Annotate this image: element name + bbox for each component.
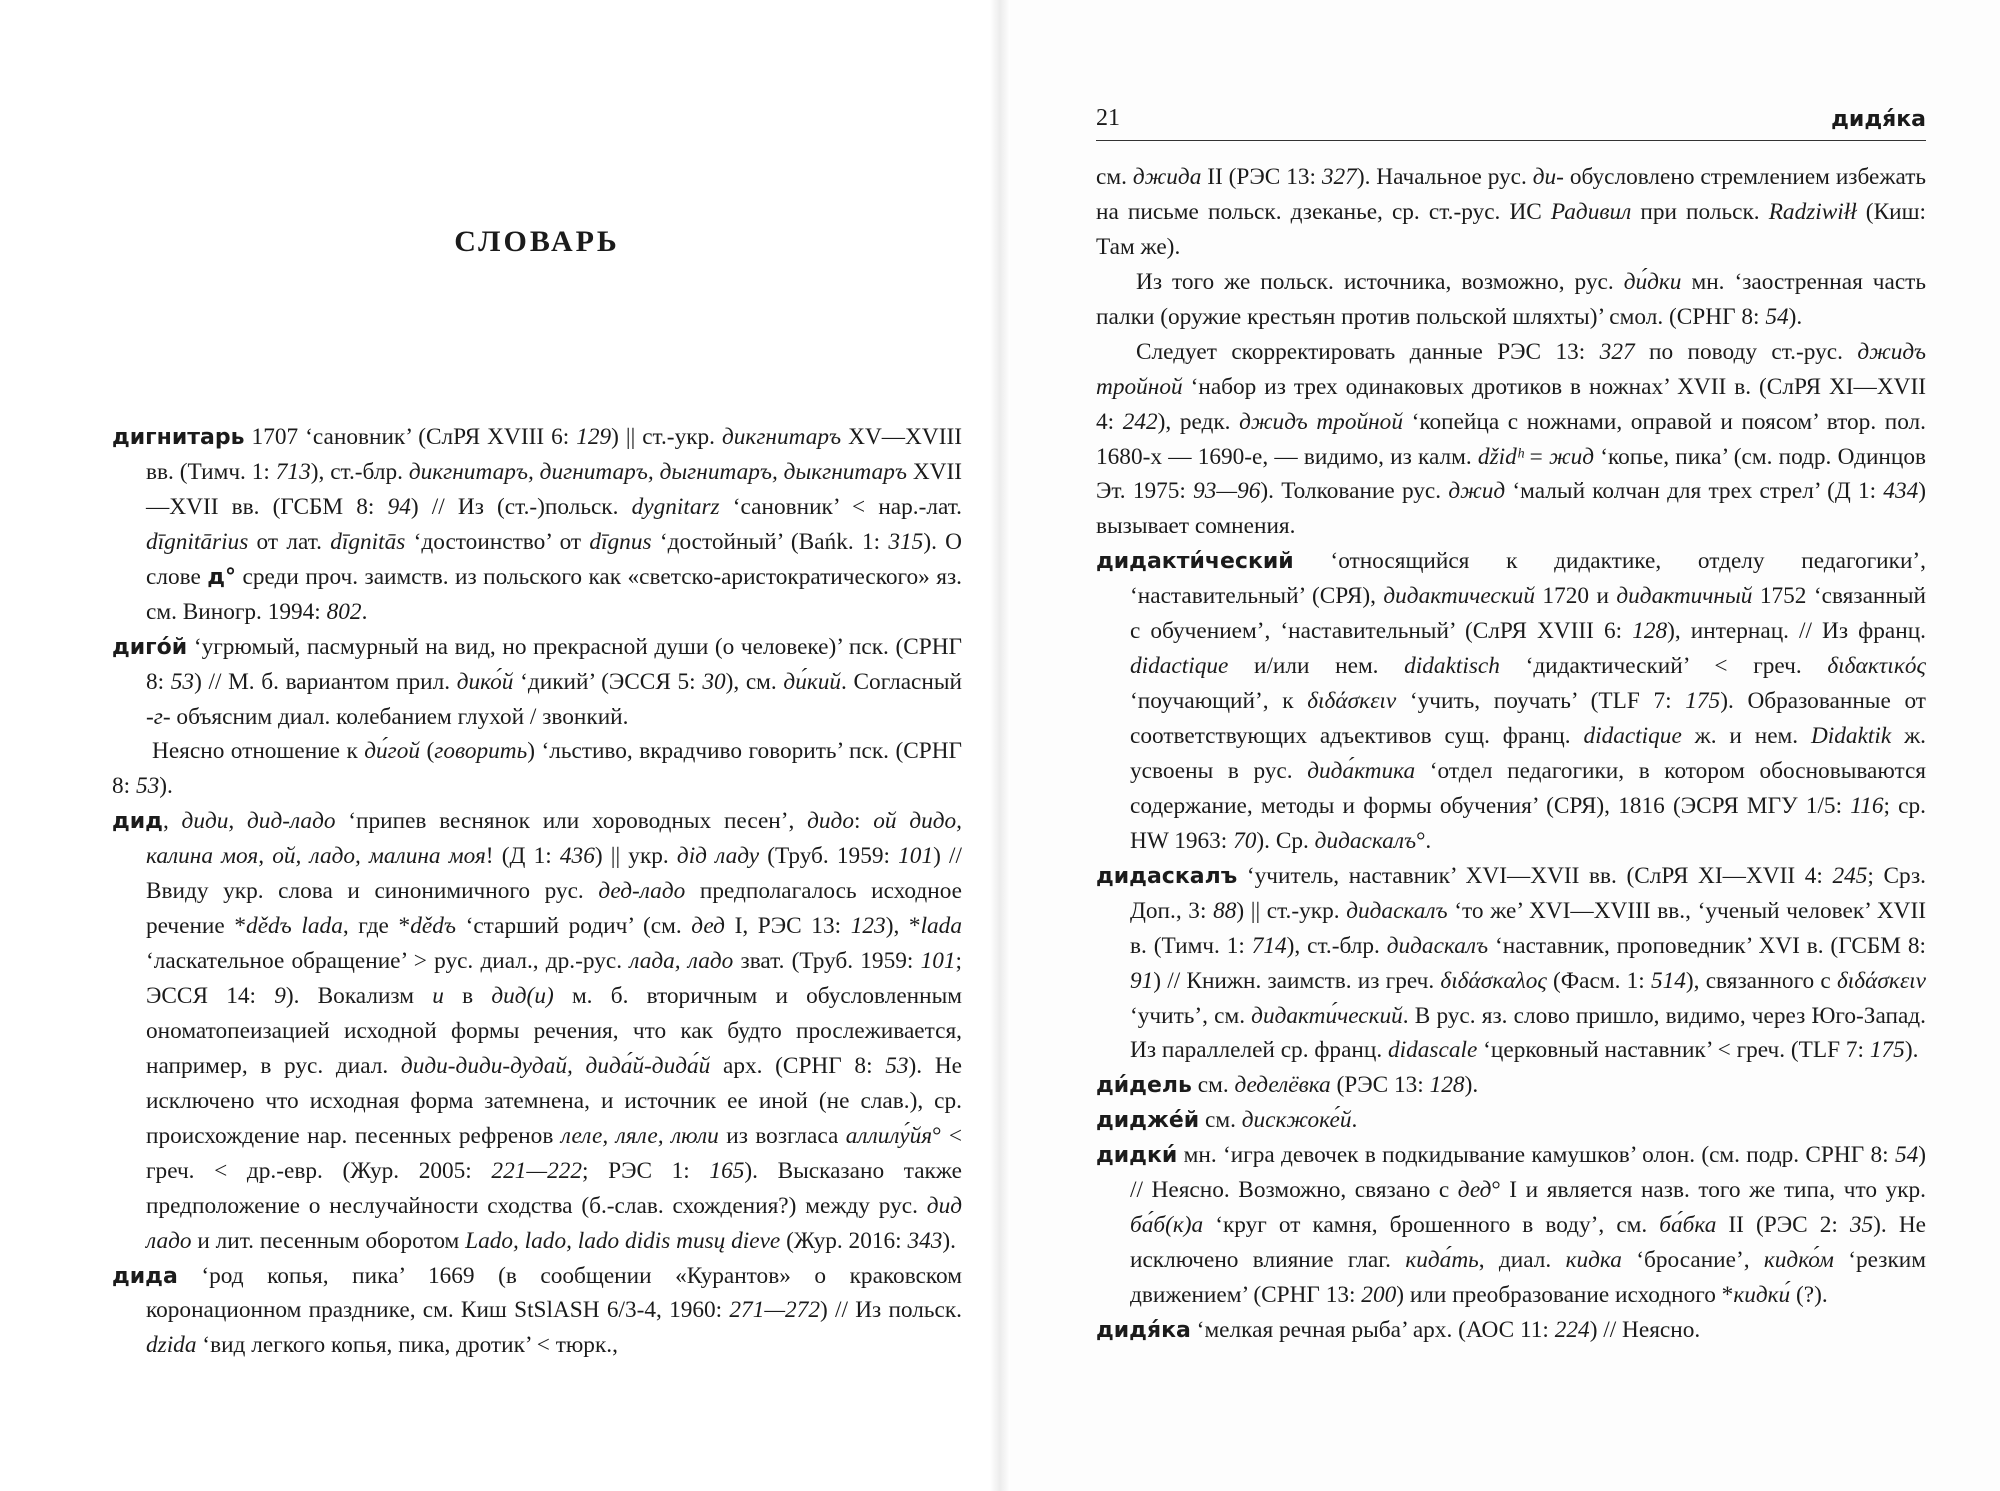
dictionary-entry: дида ‘род копья, пика’ 1669 (в сообщении «Курантов» о краковском коронационном празднике, см. Киш StSlASH 6/3-4, 1960: 271—272) // Из польск. dzida ‘вид легкого копья, пика, дротик’ < тюрк., [112, 1262, 963, 1359]
headword: дигнитарь [112, 425, 245, 450]
book-gutter [990, 0, 1010, 1491]
headword: дидаскалъ [1096, 863, 1238, 889]
headword: диго́й [112, 634, 188, 660]
headword: ди́дель [1096, 1073, 1192, 1099]
dictionary-entry: Из того же польск. источника, возможно, рус. ди́дки мн. ‘заостренная часть палки (оружие крестьян против польской шляхты)’ смол. (СРНГ 8: 54). [1096, 268, 1926, 330]
headword: дидки́ [1096, 1143, 1178, 1169]
dictionary-entry: Следует скорректировать данные РЭС 13: 327 по поводу ст.-рус. джидъ тройной ‘набор из трех одинаковых дротиков в ножнах’ XVII в. (СлРЯ XI—XVII 4: 242), редк. джидъ тройной ‘копейца с ножнами, оправой и поясом’ втор. пол. 1680-х — 1690-е, — видимо, из калм. džidʰ = жид ‘копье, пика’ (см. подр. Одинцов Эт. 1975: 93—96). Толкование рус. джид ‘малый колчан для трех стрел’ (Д 1: 434) вызывает сомнения. [1096, 338, 1927, 540]
dictionary-entry: Неясно отношение к ди́гой (говорить) ‘льстиво, вкрадчиво говорить’ пск. (СРНГ 8: 53). [112, 738, 962, 800]
dictionary-entry: дид, диди, дид-ладо ‘припев веснянок или хороводных песен’, дидо: ой дидо, калина моя, ой, ладо, малина моя! (Д 1: 436) || укр. дід ладу (Труб. 1959: 101) // Ввиду укр. слова и синонимичного рус. дед-ладо предполагалось исходное речение *dědъ lada, где *dědъ ‘старший родич’ (см. дед I, РЭС 13: 123), *lada ‘ласкательное обращение’ > рус. диал., др.-рус. лада, ладо зват. (Труб. 1959: 101; ЭССЯ 14: 9). Вокализм и в дид(и) м. б. вторичным и обусловленным ономатопеизацией исходной формы речения, что как будто прослеживается, например, в рус. диал. диди-диди-дудай, дида́й-дида́й арх. (СРНГ 8: 53). Не исключено что исходная форма затемнена, и источник ее иной (не слав.), ср. происхождение нар. песенных рефренов леле, ляле, люли из возгласа аллилу́йя° < греч. < др.-евр. (Жур. 2005: 221—222; РЭС 1: 165). Высказано также предположение о неслучайности сходства (б.-слав. схождения?) между рус. дид ладо и лит. песенным оборотом Lado, lado, lado didis musų dieve (Жур. 2016: 343). [112, 808, 963, 1254]
dictionary-entry: дидки́ мн. ‘игра девочек в подкидывание камушков’ олон. (см. подр. СРНГ 8: 54) // Неясно. Возможно, связано с дед° I и является назв. того же типа, что укр. ба́б(к)а ‘круг от камня, брошенного в воду’, см. ба́бка II (РЭС 2: 35). Не исключено влияние глаг. кида́ть, диал. кидка ‘бросание’, кидко́м ‘резким движением’ (СРНГ 13: 200) или преобразование исходного *кидки́ (?). [1096, 1142, 1927, 1308]
dictionary-entry: диго́й ‘угрюмый, пасмурный на вид, но прекрасной души (о человеке)’ пск. (СРНГ 8: 53) // М. б. вариантом прил. дико́й ‘дикий’ (ЭССЯ 5: 30), см. ди́кий. Согласный -г- объясним диал. колебанием глухой / звонкий. [112, 633, 962, 730]
dictionary-entry: дидже́й см. дискжоке́й. [1096, 1107, 1358, 1134]
dictionary-entry: дидя́ка ‘мелкая речная рыба’ арх. (АОС 11: 224) // Неясно. [1096, 1316, 1701, 1343]
page-number: 21 [1096, 105, 1120, 131]
left-text-column [112, 420, 962, 1363]
headword: дида [112, 1263, 178, 1289]
headword: д° [207, 564, 237, 590]
headword: дидже́й [1096, 1108, 1200, 1134]
headword: дидя́ка [1096, 1317, 1191, 1343]
dictionary-entry: дидакти́ческий ‘относящийся к дидактике, отделу педагогики’, ‘наставительный’ (СРЯ), дидактический 1720 и дидактичный 1752 ‘связанный с обучением’, ‘наставительный’ (СлРЯ XVIII 6: 128), интернац. // Из франц. didactique и/или нем. didaktisch ‘дидактический’ < греч. διδακτικός ‘поучающий’, к διδάσκειν ‘учить, поучать’ (TLF 7: 175). Образованные от соответствующих адъективов сущ. франц. didactique ж. и нем. Didaktik ж. усвоены в рус. дида́ктика ‘отдел педагогики, в котором обосновываются содержание, методы и формы обучения’ (СРЯ), 1816 (ЭСРЯ МГУ 1/5: 116; ср. HW 1963: 70). Ср. дидаскалъ°. [1096, 548, 1927, 854]
headword: дид [112, 809, 163, 835]
right-text-column [1096, 160, 1926, 1348]
headword: дидакти́ческий [1096, 549, 1294, 575]
dictionary-entry: дидаскалъ ‘учитель, наставник’ XVI—XVII вв. (СлРЯ XI—XVII 4: 245; Срз. Доп., 3: 88) || ст.-укр. дидаскалъ ‘то же’ XVI—XVIII вв., ‘ученый человек’ XVII в. (Тимч. 1: 714), ст.-блр. дидаскалъ ‘наставник, проповедник’ XVI в. (ГСБМ 8: 91) // Книжн. заимств. из греч. διδάσκαλος (Фасм. 1: 514), связанного с διδάσκειν ‘учить’, см. дидакти́ческий. В рус. яз. слово пришло, видимо, через Юго-Запад. Из параллелей ср. франц. didascale ‘церковный наставник’ < греч. (TLF 7: 175). [1096, 862, 1926, 1064]
dictionary-entry: ди́дель см. деделёвка (РЭС 13: 128). [1096, 1072, 1479, 1099]
dictionary-entry: дигнитарь 1707 ‘сановник’ (СлРЯ XVIII 6: 129) || ст.-укр. дикгнитаръ XV—XVIII вв. (Тимч. 1: 713), ст.-блр. дикгнитаръ, дигнитаръ, дыгнитаръ, дыкгнитаръ XVII—XVII вв. (ГСБМ 8: 94) // Из (ст.-)польск. dygnitarz ‘сановник’ < нар.-лат. dīgnitārius от лат. dīgnitās ‘достоинство’ от dīgnus ‘достойный’ (Bańk. 1: 315). О слове д° среди проч. заимств. из польского как «светско-аристократического» яз. см. Виногр. 1994: 802. [112, 424, 963, 625]
dictionary-entry: см. джида II (РЭС 13: 327). Начальное рус. ди- обусловлено стремлением избежать на письме польск. дзеканье, ср. ст.-рус. ИС Радивил при польск. Radziwiłł (Киш: Там же). [1096, 164, 1927, 260]
section-title: СЛОВАРЬ [454, 225, 620, 259]
running-head [1096, 100, 1926, 141]
running-head-word: дидя́ка [1831, 107, 1926, 132]
